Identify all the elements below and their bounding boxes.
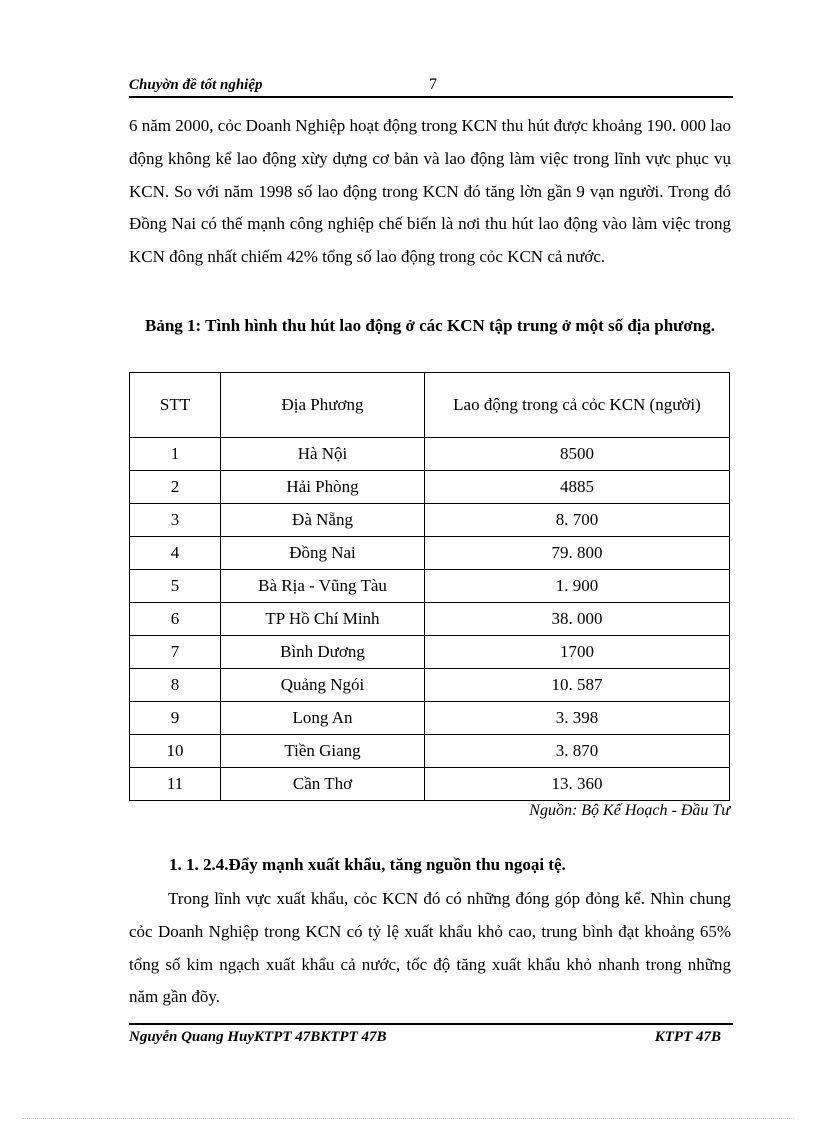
cell-stt: 10 bbox=[130, 735, 221, 768]
table-row bbox=[130, 768, 730, 801]
cell-workers: 79. 800 bbox=[425, 537, 730, 570]
footer-author: Nguyễn Quang HuyKTPT 47BKTPT 47B bbox=[129, 1029, 387, 1045]
cell-workers: 8500 bbox=[425, 438, 730, 471]
table-row bbox=[130, 636, 730, 669]
section-heading: 1. 1. 2.4.Đẩy mạnh xuất khẩu, tăng nguồn thu ngoại tệ. bbox=[169, 855, 566, 874]
cell-place: Bình Dương bbox=[221, 636, 425, 669]
table-row bbox=[130, 603, 730, 636]
paragraph-export: Trong lĩnh vực xuất khẩu, cỏc KCN đó có những đóng góp đỏng kể. Nhìn chung cỏc Doanh Nghiệp trong KCN có tỷ lệ xuất khẩu khỏ cao, trung bình đạt khoảng 65% tổng số kim ngạch xuất khẩu cả nước, tốc độ tăng xuất khẩu khỏ nhanh trong những năm gần đõy. bbox=[129, 889, 731, 1007]
cell-place: Quảng Ngói bbox=[221, 669, 425, 702]
page-footer bbox=[129, 1023, 733, 1047]
page-edge-border bbox=[22, 1118, 794, 1119]
cell-stt: 2 bbox=[130, 471, 221, 504]
cell-workers: 3. 870 bbox=[425, 735, 730, 768]
cell-workers: 10. 587 bbox=[425, 669, 730, 702]
labor-table bbox=[129, 372, 730, 801]
table-source: Nguồn: Bộ Kế Hoạch - Đầu Tư bbox=[529, 802, 730, 819]
cell-place: Tiền Giang bbox=[221, 735, 425, 768]
header-title: Chuyờn đề tốt nghiệp bbox=[129, 77, 263, 93]
cell-place: Bà Rịa - Vũng Tàu bbox=[221, 570, 425, 603]
cell-place: Long An bbox=[221, 702, 425, 735]
cell-workers: 1700 bbox=[425, 636, 730, 669]
table-row bbox=[130, 504, 730, 537]
cell-place: Hải Phòng bbox=[221, 471, 425, 504]
table-row bbox=[130, 702, 730, 735]
cell-stt: 1 bbox=[130, 438, 221, 471]
body-section-2 bbox=[129, 883, 731, 1014]
cell-workers: 4885 bbox=[425, 471, 730, 504]
column-header-place: Địa Phương bbox=[221, 373, 425, 438]
cell-workers: 8. 700 bbox=[425, 504, 730, 537]
table-header-row bbox=[130, 373, 730, 438]
cell-place: Đồng Nai bbox=[221, 537, 425, 570]
cell-workers: 1. 900 bbox=[425, 570, 730, 603]
cell-place: TP Hồ Chí Minh bbox=[221, 603, 425, 636]
cell-stt: 11 bbox=[130, 768, 221, 801]
cell-place: Hà Nội bbox=[221, 438, 425, 471]
page-number: 7 bbox=[429, 76, 437, 93]
table-row bbox=[130, 537, 730, 570]
page-header bbox=[129, 76, 733, 98]
paragraph-labor-attraction: 6 năm 2000, cỏc Doanh Nghiệp hoạt động trong KCN thu hút được khoảng 190. 000 lao động không kể lao động xừy dựng cơ bản và lao động làm việc trong lĩnh vực phục vụ KCN. So với năm 1998 số lao động trong KCN đó tăng lờn gần 9 vạn người. Trong đó Đồng Nai có thế mạnh công nghiệp chế biến là nơi thu hút lao động vào làm việc trong KCN đông nhất chiếm 42% tổng số lao động trong cỏc KCN cả nước. bbox=[129, 116, 731, 267]
cell-stt: 8 bbox=[130, 669, 221, 702]
cell-stt: 9 bbox=[130, 702, 221, 735]
cell-place: Cần Thơ bbox=[221, 768, 425, 801]
table-row bbox=[130, 471, 730, 504]
table-row bbox=[130, 735, 730, 768]
cell-workers: 38. 000 bbox=[425, 603, 730, 636]
cell-stt: 4 bbox=[130, 537, 221, 570]
cell-stt: 6 bbox=[130, 603, 221, 636]
table-row bbox=[130, 669, 730, 702]
body-section-1 bbox=[129, 110, 731, 274]
column-header-workers: Lao động trong cả cỏc KCN (người) bbox=[425, 373, 730, 438]
cell-stt: 3 bbox=[130, 504, 221, 537]
table-row bbox=[130, 438, 730, 471]
column-header-stt: STT bbox=[130, 373, 221, 438]
cell-stt: 5 bbox=[130, 570, 221, 603]
cell-place: Đà Nẵng bbox=[221, 504, 425, 537]
cell-stt: 7 bbox=[130, 636, 221, 669]
table-caption: Bảng 1: Tình hình thu hút lao động ở các KCN tập trung ở một số địa phương. bbox=[145, 316, 715, 335]
cell-workers: 13. 360 bbox=[425, 768, 730, 801]
cell-workers: 3. 398 bbox=[425, 702, 730, 735]
footer-class: KTPT 47B bbox=[654, 1029, 721, 1045]
table-row bbox=[130, 570, 730, 603]
